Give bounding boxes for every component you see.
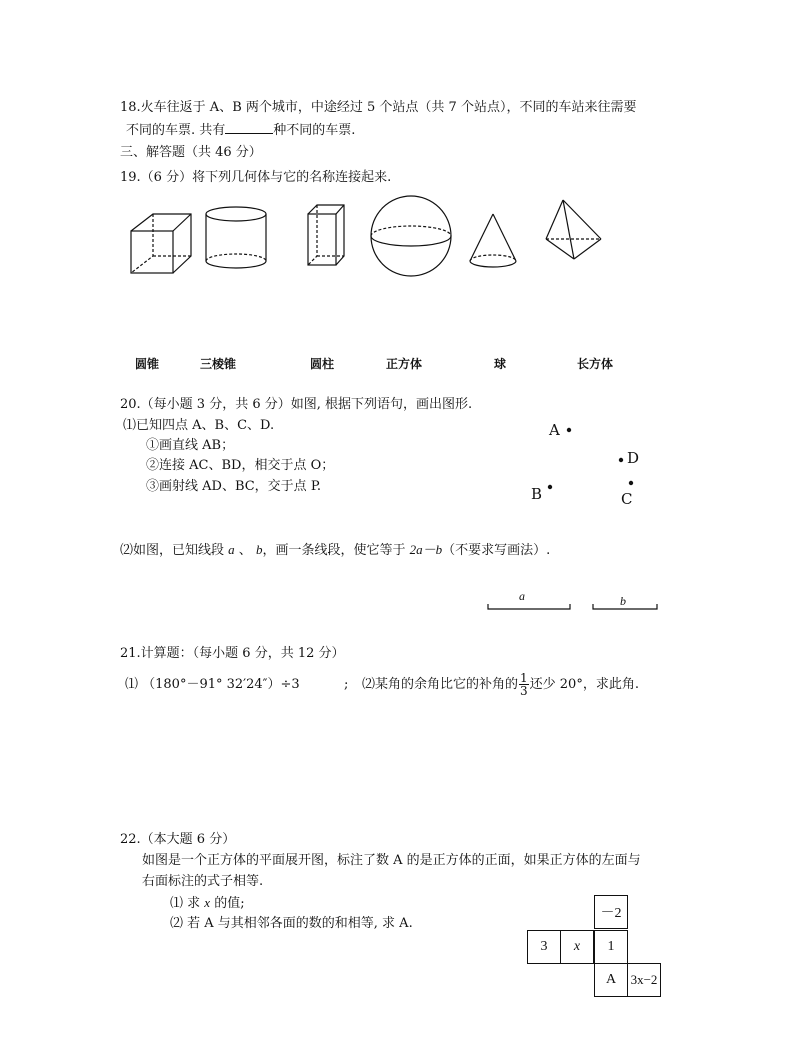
q20-step2: ②连接 AC、BD，相交于点 O；: [146, 458, 335, 473]
q22-sub1-end: 的值;: [214, 896, 245, 911]
point-b-label: B: [531, 485, 543, 503]
fraction-denominator: 3: [520, 684, 528, 698]
q19-name-sphere: 球: [494, 357, 507, 371]
var-sep: 、: [238, 543, 252, 558]
fraction-one-third: [519, 672, 529, 697]
q20-step1: ①画直线 AB；: [146, 438, 235, 453]
q22-sub1-start: ⑴ 求: [170, 896, 201, 911]
q21-stem: 21.计算题：（每小题 6 分，共 12 分）: [120, 646, 345, 661]
q19-name-cone: 圆锥: [135, 357, 160, 371]
q21-part1: ⑴ （180°－91° 32′24″）÷3: [125, 677, 300, 692]
q21-part2: [362, 668, 639, 702]
q19-name-cube: 正方体: [386, 357, 423, 371]
net-cell-x: x: [560, 930, 594, 964]
q19-name-cuboid: 长方体: [577, 357, 614, 371]
net-cell-left: 3: [527, 930, 561, 964]
net-cell-bottom: A: [594, 963, 628, 997]
q20-part2-end: （不要求写画法）.: [442, 543, 551, 558]
q19-name-triangular-pyramid: 三棱锥: [200, 357, 237, 371]
section-3-heading: 三、解答题（共 46 分）: [120, 145, 262, 160]
q21-part2-start: ⑵某角的余角比它的补角的: [362, 677, 519, 692]
q21-part2-end: 还少 20°，求此角.: [529, 677, 639, 692]
point-a-label: A: [549, 421, 560, 439]
q20-part1: ⑴已知四点 A、B、C、D.: [123, 418, 275, 433]
point-d-label: D: [627, 449, 640, 467]
q22-sub1: [170, 895, 245, 912]
q22-line2: 右面标注的式子相等.: [142, 874, 264, 889]
q20-step3: ③画射线 AD、BC，交于点 P.: [146, 479, 322, 494]
q22-sub2: ⑵ 若 A 与其相邻各面的数的和相等, 求 A.: [170, 916, 413, 931]
q20-part2-start: ⑵如图，已知线段: [120, 543, 225, 558]
q20-part2-mid: ，画一条线段，使它等于: [262, 543, 406, 558]
q22-stem: 22.（本大题 6 分）: [120, 832, 236, 847]
q18-line2-start: 不同的车票. 共有: [126, 123, 226, 138]
net-cell-right: 3x−2: [627, 963, 661, 997]
q19-name-cylinder: 圆柱: [310, 357, 335, 371]
segment-b-label: b: [620, 594, 626, 608]
q19-stem: 19.（6 分）将下列几何体与它的名称连接起来.: [120, 170, 392, 185]
q18-line1: 18.火车往返于 A、B 两个城市，中途经过 5 个站点（共 7 个站点），不同的车站来往需要: [120, 100, 637, 115]
net-cell-center: 1: [594, 930, 628, 964]
q20-stem: 20.（每小题 3 分，共 6 分）如图, 根据下列语句，画出图形.: [120, 397, 473, 412]
var-a: a: [228, 542, 235, 557]
var-b: b: [255, 542, 263, 557]
q21-semicolon: ;: [344, 677, 349, 692]
expr-2a-b: 2a－b: [409, 542, 443, 557]
point-c-label: C: [621, 490, 633, 508]
fraction-numerator: 1: [520, 671, 528, 685]
segment-a-label: a: [519, 589, 525, 603]
var-x: x: [204, 895, 211, 910]
q22-line1: 如图是一个正方体的平面展开图，标注了数 A 的是正方体的正面，如果正方体的左面与: [142, 853, 641, 868]
segment-a: [488, 604, 570, 609]
q18-line2-end: 种不同的车票.: [273, 123, 356, 138]
net-cell-top: －2: [594, 895, 628, 929]
